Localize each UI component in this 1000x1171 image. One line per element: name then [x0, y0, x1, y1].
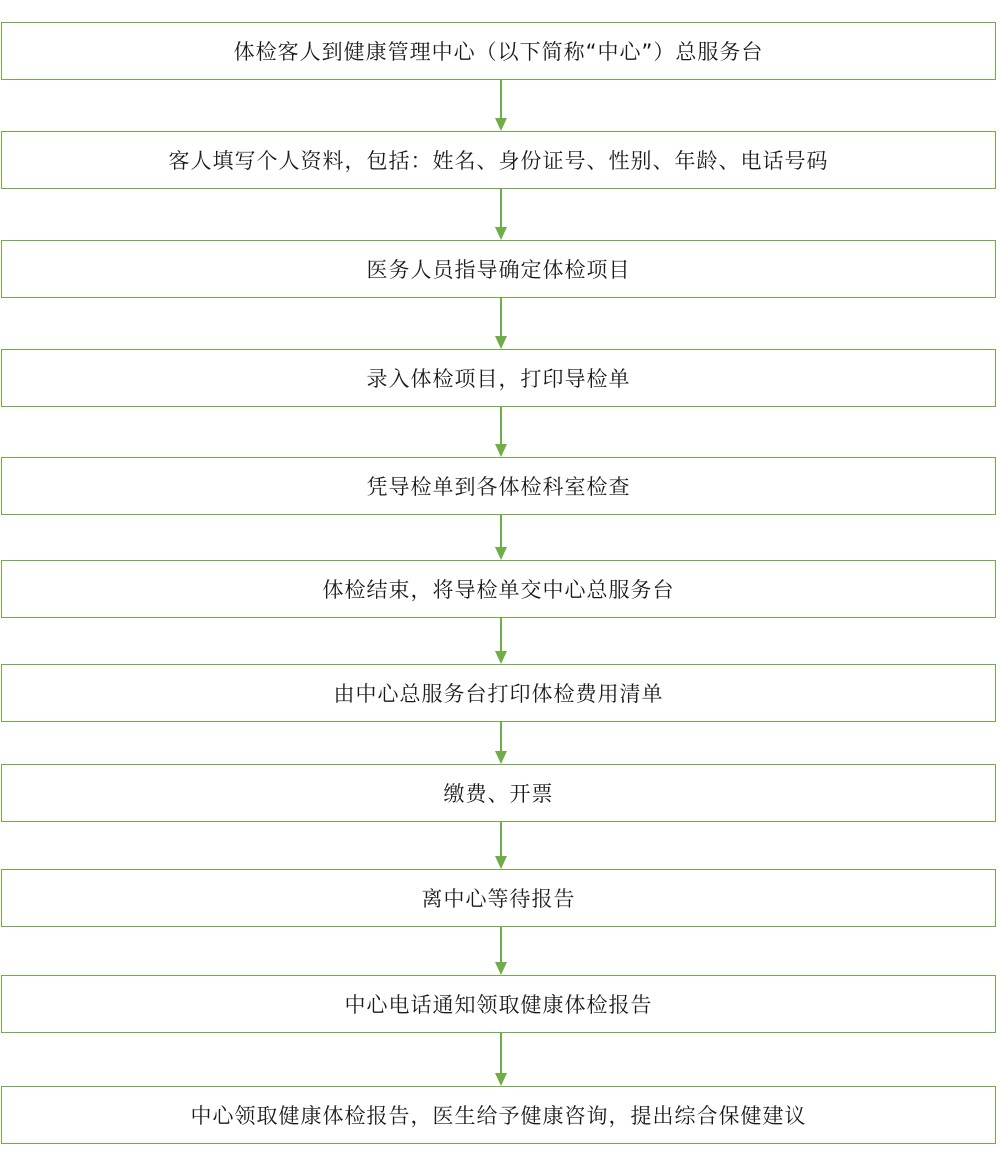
flow-step-print-guide	[1, 349, 996, 407]
flow-step-determine-items	[1, 240, 996, 298]
flow-arrow-head	[495, 856, 507, 869]
flow-arrow	[495, 80, 507, 131]
flow-step-label: 中心领取健康体检报告，医生给予健康咨询，提出综合保健建议	[190, 1104, 807, 1128]
flow-step-label: 缴费、开票	[443, 782, 554, 806]
flow-arrow	[495, 407, 507, 457]
flow-step-print-bill	[1, 664, 996, 722]
flow-arrow	[495, 822, 507, 869]
flow-arrow	[495, 722, 507, 764]
flow-step-department-exam	[1, 457, 996, 515]
flow-step-collect-report	[1, 1086, 996, 1144]
flow-step-wait-report	[1, 869, 996, 927]
flow-step-label: 凭导检单到各体检科室检查	[366, 475, 631, 499]
flow-arrow-head	[495, 751, 507, 764]
flow-step-label: 医务人员指导确定体检项目	[366, 258, 631, 282]
flow-step-fill-info	[1, 131, 996, 189]
flow-step-phone-notice	[1, 975, 996, 1033]
flow-arrow-head	[495, 962, 507, 975]
flow-arrow-head	[495, 444, 507, 457]
flow-step-label: 录入体检项目，打印导检单	[366, 367, 631, 391]
flow-arrow	[495, 298, 507, 349]
flow-arrow	[495, 1033, 507, 1086]
flow-step-payment	[1, 764, 996, 822]
flow-step-label: 客人填写个人资料，包括：姓名、身份证号、性别、年龄、电话号码	[168, 149, 829, 173]
flow-arrow	[495, 515, 507, 560]
flow-arrow-head	[495, 547, 507, 560]
flow-step-label: 由中心总服务台打印体检费用清单	[333, 682, 664, 706]
flow-step-return-guide	[1, 560, 996, 618]
flow-step-label: 体检结束，将导检单交中心总服务台	[322, 578, 675, 602]
flow-arrow	[495, 927, 507, 975]
flow-arrow-head	[495, 336, 507, 349]
flow-arrow	[495, 618, 507, 664]
flow-arrow-head	[495, 118, 507, 131]
flow-step-label: 中心电话通知领取健康体检报告	[344, 993, 653, 1017]
flow-arrow-head	[495, 227, 507, 240]
flow-step-label: 体检客人到健康管理中心（以下简称“中心”）总服务台	[233, 40, 764, 64]
flow-arrow-head	[495, 1073, 507, 1086]
flow-arrow-head	[495, 651, 507, 664]
flow-step-arrival	[1, 22, 996, 80]
flow-arrow	[495, 189, 507, 240]
flow-step-label: 离中心等待报告	[421, 887, 576, 911]
